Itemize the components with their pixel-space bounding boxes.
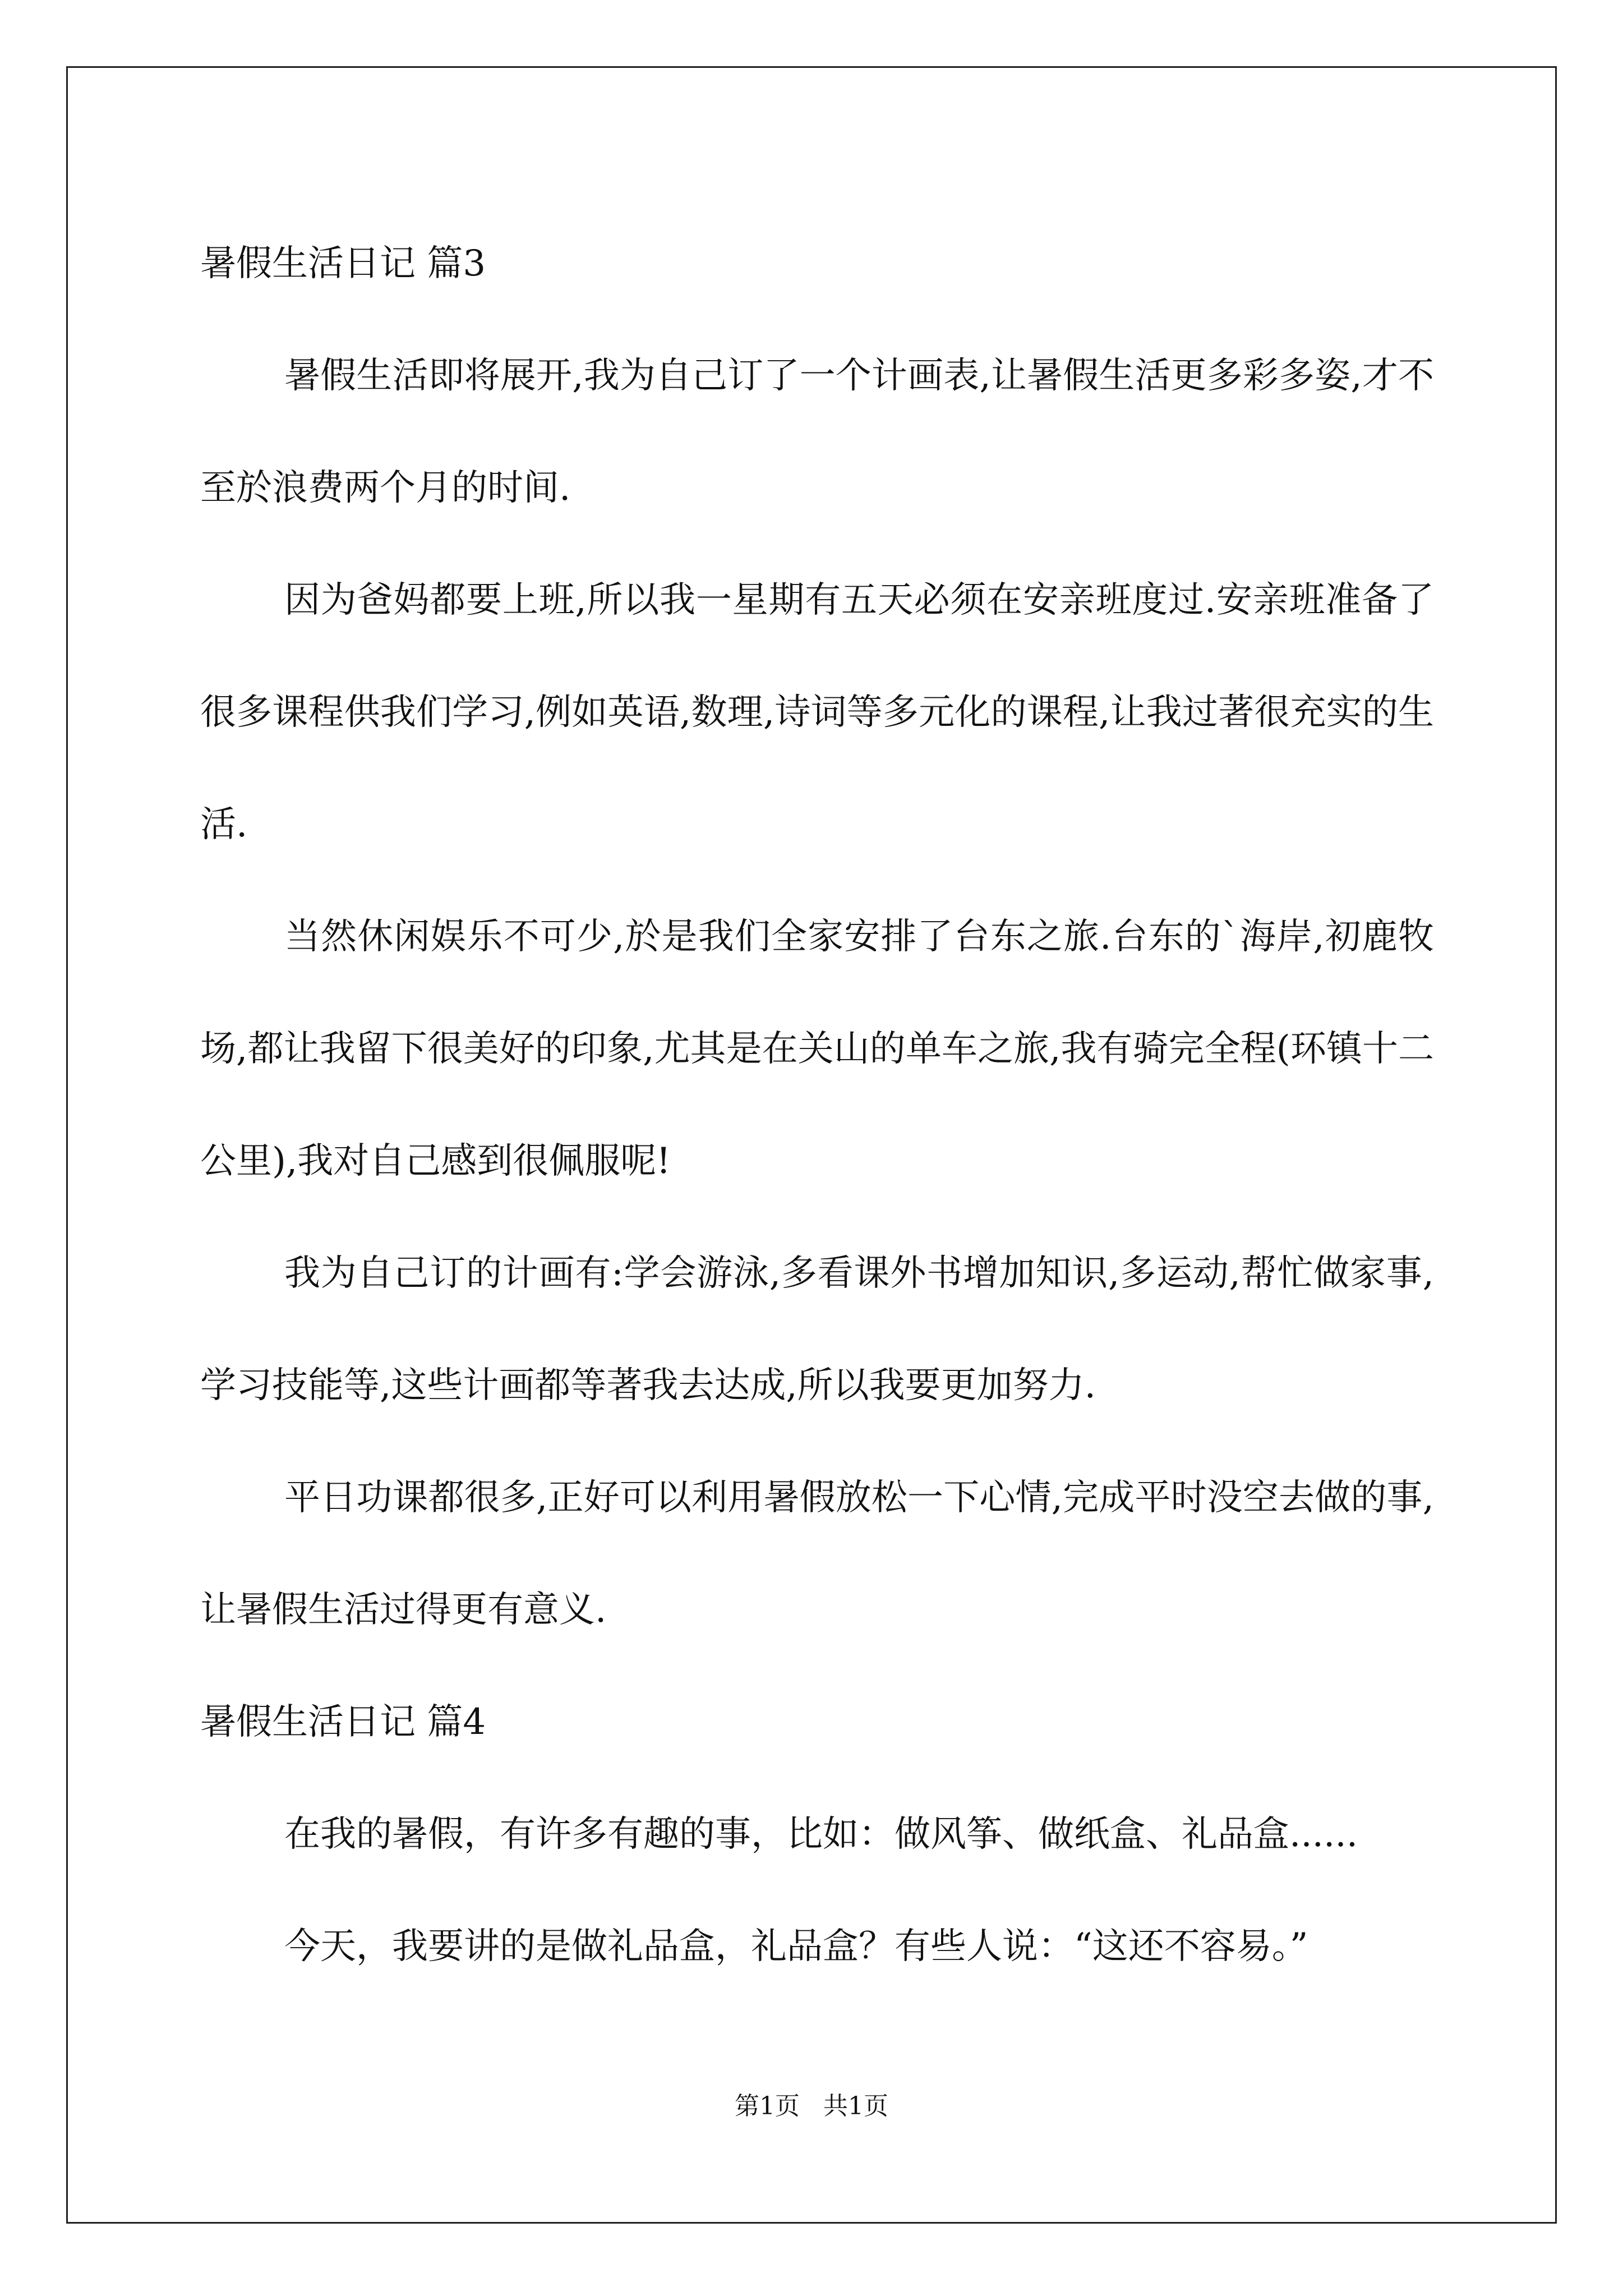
paragraph: 暑假生活即将展开,我为自己订了一个计画表,让暑假生活更多彩多姿,才不至於浪费两个月的时间. xyxy=(200,355,1434,509)
paragraph: 因为爸妈都要上班,所以我一星期有五天必须在安亲班度过.安亲班准备了很多课程供我们学习,例如英语,数理,诗词等多元化的课程,让我过著很充实的生活. xyxy=(200,579,1434,845)
page-number-footer: 第1页 共1页 xyxy=(735,2092,888,2120)
section-heading: 暑假生活日记 篇4 xyxy=(200,1701,486,1743)
paragraph: 在我的暑假，有许多有趣的事，比如：做风筝、做纸盒、礼品盒...... xyxy=(284,1814,1358,1855)
paragraph: 当然休闲娱乐不可少,於是我们全家安排了台东之旅.台东的`海岸,初鹿牧场,都让我留下很美好的印象,尤其是在关山的单车之旅,我有骑完全程(环镇十二公里),我对自己感到很佩服呢! xyxy=(200,916,1434,1182)
paragraph: 今天，我要讲的是做礼品盒，礼品盒？有些人说：“这还不容易。” xyxy=(284,1926,1308,1967)
section-heading: 暑假生活日记 篇3 xyxy=(200,243,486,284)
paragraph: 我为自己订的计画有:学会游泳,多看课外书增加知识,多运动,帮忙做家事,学习技能等,这些计画都等著我去达成,所以我要更加努力. xyxy=(200,1253,1434,1406)
diary-section-3 xyxy=(200,208,1434,1666)
paragraph: 平日功课都很多,正好可以利用暑假放松一下心情,完成平时没空去做的事,让暑假生活过得更有意义. xyxy=(200,1477,1434,1631)
document-body xyxy=(200,208,1434,2003)
diary-section-4 xyxy=(200,1666,1434,2003)
